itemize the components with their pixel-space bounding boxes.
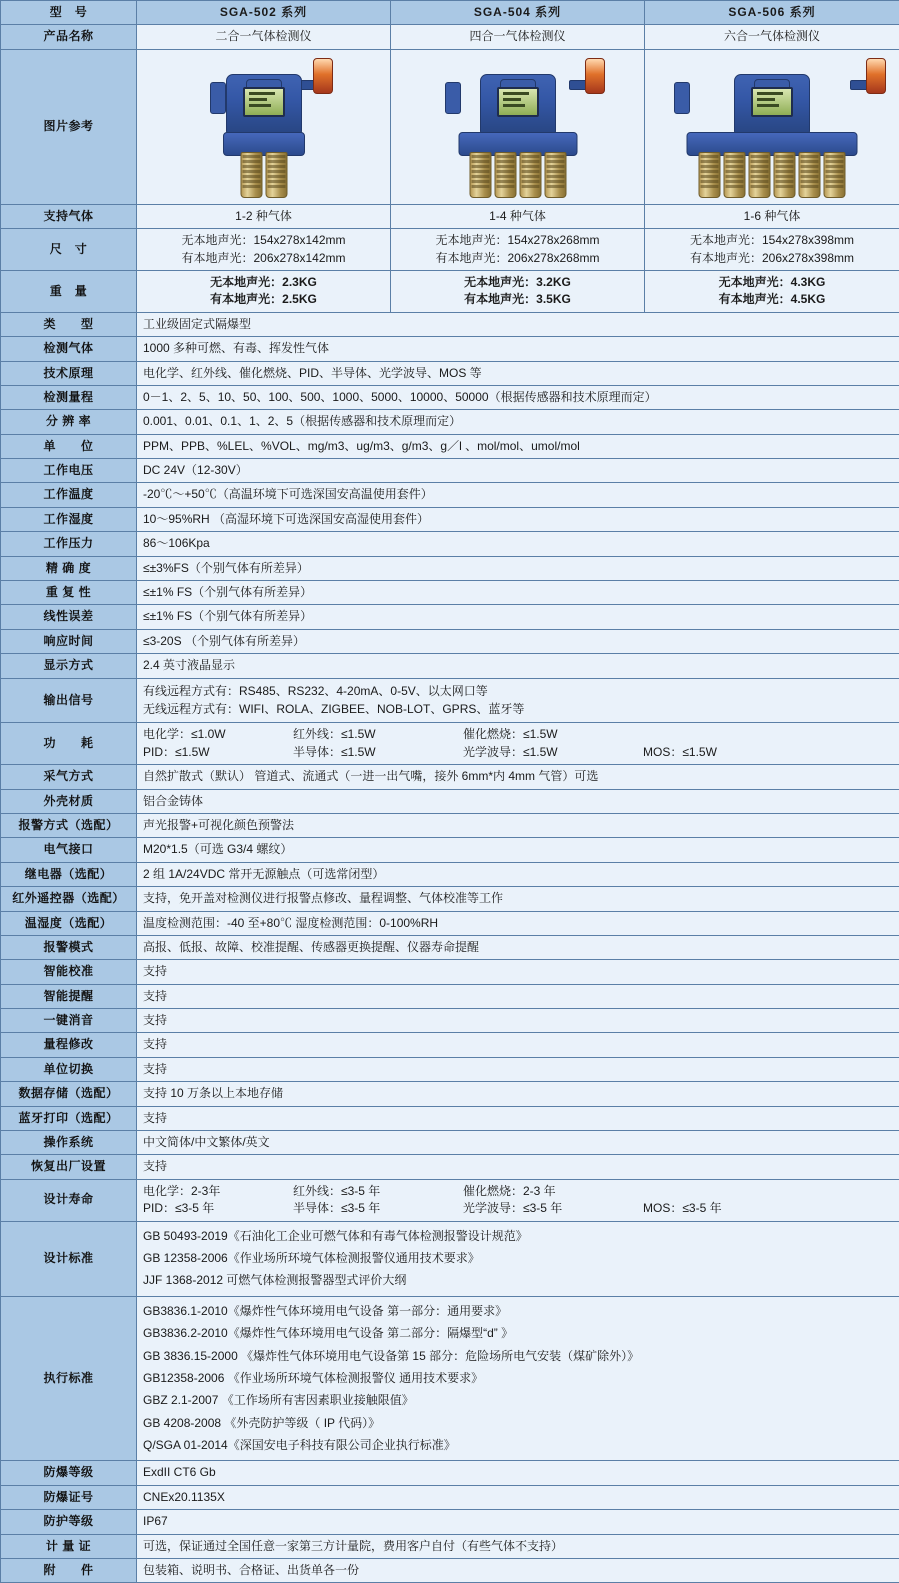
row-label-smart-reminder: 智能提醒 — [1, 984, 137, 1008]
table-row-shell — [1, 789, 899, 813]
power-item-1-3: 催化燃烧：≤1.5W — [463, 726, 643, 743]
weight-502-line1: 无本地声光：2.3KG — [143, 274, 384, 291]
table-row-range-modify — [1, 1033, 899, 1057]
alarm-light-icon — [866, 58, 886, 94]
row-value-metering-cert: 可选，保证通过全国任意一家第三方计量院，费用客户自付（有些气体不支持） — [137, 1534, 899, 1558]
table-row-response-time — [1, 629, 899, 653]
row-value-temp-humidity: 温度检测范围：-40 至+80℃ 湿度检测范围：0-100%RH — [137, 911, 899, 935]
table-row-display — [1, 654, 899, 678]
table-row-linear-error — [1, 605, 899, 629]
design-life-item-2-1: PID：≤3-5 年 — [143, 1200, 293, 1217]
design-life-item-1-1: 电化学：2-3年 — [143, 1183, 293, 1200]
size-506-line2: 有本地声光：206x278x398mm — [651, 250, 893, 267]
row-label-category: 类 型 — [1, 312, 137, 336]
sensor-row — [240, 152, 287, 198]
left-mount — [445, 82, 461, 114]
table-row-tech-principle — [1, 361, 899, 385]
row-label-shell: 外壳材质 — [1, 789, 137, 813]
alarm-light-icon — [585, 58, 605, 94]
row-label-bluetooth-print: 蓝牙打印（选配） — [1, 1106, 137, 1130]
table-row-unit — [1, 434, 899, 458]
row-label-accuracy: 精 确 度 — [1, 556, 137, 580]
row-value-response-time: ≤3-20S （个别气体有所差异） — [137, 629, 899, 653]
row-value-factory-reset: 支持 — [137, 1155, 899, 1179]
row-value-ir-remote: 支持，免开盖对检测仪进行报警点修改、量程调整、气体校准等工作 — [137, 887, 899, 911]
exec-standard-line-2: GB3836.2-2010《爆炸性气体环境用电气设备 第二部分：隔爆型“d” 》 — [143, 1323, 893, 1344]
table-row-exec-standard — [1, 1296, 899, 1461]
size-506 — [645, 229, 899, 271]
row-label-size: 尺 寸 — [1, 229, 137, 271]
model-504: SGA-504 系列 — [391, 1, 645, 25]
table-row-ex-cert — [1, 1485, 899, 1509]
row-value-display: 2.4 英寸液晶显示 — [137, 654, 899, 678]
table-row-repeatability — [1, 581, 899, 605]
row-value-work-voltage: DC 24V（12-30V） — [137, 459, 899, 483]
table-row-work-humidity — [1, 507, 899, 531]
row-label-detect-gas: 检测气体 — [1, 337, 137, 361]
row-label-ir-remote: 红外遥控器（选配） — [1, 887, 137, 911]
size-504-line2: 有本地声光：206x278x268mm — [397, 250, 638, 267]
design-life-item-2-4: MOS：≤3-5 年 — [643, 1200, 722, 1217]
row-label-sampling: 采气方式 — [1, 765, 137, 789]
row-value-smart-calibration: 支持 — [137, 960, 899, 984]
gas-sensor — [240, 152, 262, 198]
design-life-item-2-3: 光学波导：≤3-5 年 — [463, 1200, 643, 1217]
gas-sensor — [699, 152, 721, 198]
table-row-detect-gas — [1, 337, 899, 361]
table-row-work-temp — [1, 483, 899, 507]
design-standard-line-2: GB 12358-2006《作业场所环境气体检测报警仪通用技术要求》 — [143, 1248, 893, 1269]
row-value-shell: 铝合金铸体 — [137, 789, 899, 813]
row-label-alarm-mode: 报警模式 — [1, 935, 137, 959]
gas-sensor — [749, 152, 771, 198]
table-row-work-voltage — [1, 459, 899, 483]
row-value-accessories: 包装箱、说明书、合格证、出货单各一份 — [137, 1559, 899, 1583]
table-row-os — [1, 1131, 899, 1155]
row-label-metering-cert: 计 量 证 — [1, 1534, 137, 1558]
row-label-smart-calibration: 智能校准 — [1, 960, 137, 984]
product-image-502 — [137, 49, 391, 204]
row-label-design-standard: 设计标准 — [1, 1221, 137, 1296]
row-value-output-signal — [137, 678, 899, 723]
row-label-image-reference: 图片参考 — [1, 49, 137, 204]
product-image-504 — [391, 49, 645, 204]
output-signal-line-1: 有线远程方式有：RS485、RS232、4-20mA、0-5V、以太网口等 — [143, 683, 893, 700]
row-value-unit: PPM、PPB、%LEL、%VOL、mg/m3、ug/m3、g/m3、g／l 、mol/mol、umol/mol — [137, 434, 899, 458]
gas-sensor — [265, 152, 287, 198]
row-label-accessories: 附 件 — [1, 1559, 137, 1583]
table-row-support-gas — [1, 204, 899, 228]
row-label-power: 功 耗 — [1, 723, 137, 765]
detector-display-screen — [497, 87, 539, 117]
gas-sensor — [544, 152, 566, 198]
table-row-ip-grade — [1, 1510, 899, 1534]
row-label-exec-standard: 执行标准 — [1, 1296, 137, 1461]
table-row-one-key-mute — [1, 1009, 899, 1033]
gas-sensor — [724, 152, 746, 198]
row-label-work-pressure: 工作压力 — [1, 532, 137, 556]
row-label-factory-reset: 恢复出厂设置 — [1, 1155, 137, 1179]
table-row-unit-switch — [1, 1057, 899, 1081]
sensor-row — [469, 152, 566, 198]
row-label-support-gas: 支持气体 — [1, 204, 137, 228]
weight-506-line2: 有本地声光：4.5KG — [651, 291, 893, 308]
table-row-bluetooth-print — [1, 1106, 899, 1130]
size-504 — [391, 229, 645, 271]
row-label-display: 显示方式 — [1, 654, 137, 678]
table-row-design-life — [1, 1179, 899, 1221]
power-item-2-4: MOS：≤1.5W — [643, 744, 717, 761]
exec-standard-line-3: GB 3836.15-2000 《爆炸性气体环境用电气设备第 15 部分：危险场所电气安装（煤矿除外）》 — [143, 1346, 893, 1367]
row-label-detect-range: 检测量程 — [1, 385, 137, 409]
row-value-detect-gas: 1000 多种可燃、有毒、挥发性气体 — [137, 337, 899, 361]
power-item-1-1: 电化学：≤1.0W — [143, 726, 293, 743]
row-value-design-standard — [137, 1221, 899, 1296]
row-label-resolution: 分 辨 率 — [1, 410, 137, 434]
power-item-2-1: PID：≤1.5W — [143, 744, 293, 761]
row-label-unit: 单 位 — [1, 434, 137, 458]
row-value-sampling: 自然扩散式（默认） 管道式、流通式（一进一出气嘴，接外 6mm*内 4mm 气管）可选 — [137, 765, 899, 789]
table-row-accuracy — [1, 556, 899, 580]
table-row-relay — [1, 862, 899, 886]
support-gas-506: 1-6 种气体 — [645, 204, 899, 228]
row-label-electrical-interface: 电气接口 — [1, 838, 137, 862]
weight-502-line2: 有本地声光：2.5KG — [143, 291, 384, 308]
row-value-electrical-interface: M20*1.5（可选 G3/4 螺纹） — [137, 838, 899, 862]
product-name-504: 四合一气体检测仪 — [391, 25, 645, 49]
power-line-1 — [143, 726, 893, 743]
support-gas-502: 1-2 种气体 — [137, 204, 391, 228]
row-value-power — [137, 723, 899, 765]
design-life-item-2-2: 半导体：≤3-5 年 — [293, 1200, 463, 1217]
table-row-data-storage — [1, 1082, 899, 1106]
row-value-detect-range: 0－1、2、5、10、50、100、500、1000、5000、10000、50000（根据传感器和技术原理而定） — [137, 385, 899, 409]
table-row-resolution — [1, 410, 899, 434]
size-506-line1: 无本地声光：154x278x398mm — [651, 232, 893, 249]
gas-sensor — [494, 152, 516, 198]
table-row-design-standard — [1, 1221, 899, 1296]
row-value-repeatability: ≤±1% FS（个别气体有所差异） — [137, 581, 899, 605]
design-life-item-1-2: 红外线：≤3-5 年 — [293, 1183, 463, 1200]
table-row-weight — [1, 270, 899, 312]
weight-502 — [137, 270, 391, 312]
row-value-exec-standard — [137, 1296, 899, 1461]
table-row-work-pressure — [1, 532, 899, 556]
table-row-temp-humidity — [1, 911, 899, 935]
table-row-metering-cert — [1, 1534, 899, 1558]
table-row-smart-calibration — [1, 960, 899, 984]
gas-sensor — [469, 152, 491, 198]
row-label-range-modify: 量程修改 — [1, 1033, 137, 1057]
table-row-size — [1, 229, 899, 271]
product-image-506 — [645, 49, 899, 204]
detector-display-screen — [751, 87, 793, 117]
row-value-alarm-way: 声光报警+可视化颜色预警法 — [137, 813, 899, 837]
row-value-data-storage: 支持 10 万条以上本地存储 — [137, 1082, 899, 1106]
design-life-line-2 — [143, 1200, 893, 1217]
product-name-506: 六合一气体检测仪 — [645, 25, 899, 49]
detector-body — [734, 74, 810, 138]
exec-standard-line-6: GB 4208-2008 《外壳防护等级（ IP 代码）》 — [143, 1413, 893, 1434]
row-label-ex-grade: 防爆等级 — [1, 1461, 137, 1485]
table-row-detect-range — [1, 385, 899, 409]
row-value-ex-grade: ExdII CT6 Gb — [137, 1461, 899, 1485]
design-standard-line-3: JJF 1368-2012 可燃气体检测报警器型式评价大纲 — [143, 1270, 893, 1291]
size-502 — [137, 229, 391, 271]
power-line-2 — [143, 744, 893, 761]
row-value-ex-cert: CNEx20.1135X — [137, 1485, 899, 1509]
gas-sensor — [799, 152, 821, 198]
size-502-line2: 有本地声光：206x278x142mm — [143, 250, 384, 267]
weight-504 — [391, 270, 645, 312]
table-row-alarm-way — [1, 813, 899, 837]
size-502-line1: 无本地声光：154x278x142mm — [143, 232, 384, 249]
table-row-factory-reset — [1, 1155, 899, 1179]
detector-display-screen — [243, 87, 285, 117]
row-value-alarm-mode: 高报、低报、故障、校准提醒、传感器更换提醒、仪器寿命提醒 — [137, 935, 899, 959]
exec-standard-line-1: GB3836.1-2010《爆炸性气体环境用电气设备 第一部分：通用要求》 — [143, 1301, 893, 1322]
weight-504-line1: 无本地声光：3.2KG — [397, 274, 638, 291]
row-value-design-life — [137, 1179, 899, 1221]
row-label-weight: 重 量 — [1, 270, 137, 312]
row-value-relay: 2 组 1A/24VDC 常开无源触点（可选常闭型） — [137, 862, 899, 886]
row-label-temp-humidity: 温湿度（选配） — [1, 911, 137, 935]
table-row-ex-grade — [1, 1461, 899, 1485]
row-label-product-name: 产品名称 — [1, 25, 137, 49]
weight-504-line2: 有本地声光：3.5KG — [397, 291, 638, 308]
row-label-os: 操作系统 — [1, 1131, 137, 1155]
row-value-work-temp: -20℃～+50℃（高温环境下可选深国安高温使用套件） — [137, 483, 899, 507]
row-value-smart-reminder: 支持 — [137, 984, 899, 1008]
row-value-one-key-mute: 支持 — [137, 1009, 899, 1033]
row-label-work-temp: 工作温度 — [1, 483, 137, 507]
row-value-work-humidity: 10～95%RH （高湿环境下可选深国安高湿使用套件） — [137, 507, 899, 531]
gas-sensor — [774, 152, 796, 198]
output-signal-line-2: 无线远程方式有：WIFI、ROLA、ZIGBEE、NOB-LOT、GPRS、蓝牙等 — [143, 701, 893, 718]
left-mount — [210, 82, 226, 114]
exec-standard-line-4: GB12358-2006 《作业场所环境气体检测报警仪 通用技术要求》 — [143, 1368, 893, 1389]
table-row-smart-reminder — [1, 984, 899, 1008]
row-label-ip-grade: 防护等级 — [1, 1510, 137, 1534]
gas-sensor — [824, 152, 846, 198]
design-standard-line-1: GB 50493-2019《石油化工企业可燃气体和有毒气体检测报警设计规范》 — [143, 1226, 893, 1247]
row-value-bluetooth-print: 支持 — [137, 1106, 899, 1130]
row-value-ip-grade: IP67 — [137, 1510, 899, 1534]
size-504-line1: 无本地声光：154x278x268mm — [397, 232, 638, 249]
row-label-design-life: 设计寿命 — [1, 1179, 137, 1221]
power-item-1-2: 红外线：≤1.5W — [293, 726, 463, 743]
design-life-line-1 — [143, 1183, 893, 1200]
model-506: SGA-506 系列 — [645, 1, 899, 25]
design-life-item-1-3: 催化燃烧：2-3 年 — [463, 1183, 643, 1200]
weight-506 — [645, 270, 899, 312]
row-label-unit-switch: 单位切换 — [1, 1057, 137, 1081]
table-row-model — [1, 1, 899, 25]
row-label-work-humidity: 工作湿度 — [1, 507, 137, 531]
alarm-light-icon — [313, 58, 333, 94]
product-name-502: 二合一气体检测仪 — [137, 25, 391, 49]
weight-506-line1: 无本地声光：4.3KG — [651, 274, 893, 291]
table-row-image-reference — [1, 49, 899, 204]
row-value-linear-error: ≤±1% FS（个别气体有所差异） — [137, 605, 899, 629]
row-label-data-storage: 数据存储（选配） — [1, 1082, 137, 1106]
row-label-linear-error: 线性误差 — [1, 605, 137, 629]
detector-body — [480, 74, 556, 138]
power-item-2-2: 半导体：≤1.5W — [293, 744, 463, 761]
row-value-resolution: 0.001、0.01、0.1、1、2、5（根据传感器和技术原理而定） — [137, 410, 899, 434]
table-row-alarm-mode — [1, 935, 899, 959]
row-label-output-signal: 输出信号 — [1, 678, 137, 723]
support-gas-504: 1-4 种气体 — [391, 204, 645, 228]
table-row-sampling — [1, 765, 899, 789]
row-label-one-key-mute: 一键消音 — [1, 1009, 137, 1033]
model-502: SGA-502 系列 — [137, 1, 391, 25]
row-value-accuracy: ≤±3%FS（个别气体有所差异） — [137, 556, 899, 580]
table-row-accessories — [1, 1559, 899, 1583]
row-label-relay: 继电器（选配） — [1, 862, 137, 886]
table-row-ir-remote — [1, 887, 899, 911]
left-mount — [674, 82, 690, 114]
row-value-tech-principle: 电化学、红外线、催化燃烧、PID、半导体、光学波导、MOS 等 — [137, 361, 899, 385]
table-row-electrical-interface — [1, 838, 899, 862]
row-label-model: 型 号 — [1, 1, 137, 25]
table-row-power — [1, 723, 899, 765]
row-value-os: 中文简体/中文繁体/英文 — [137, 1131, 899, 1155]
row-value-unit-switch: 支持 — [137, 1057, 899, 1081]
row-label-tech-principle: 技术原理 — [1, 361, 137, 385]
exec-standard-line-7: Q/SGA 01-2014《深国安电子科技有限公司企业执行标准》 — [143, 1435, 893, 1456]
row-value-range-modify: 支持 — [137, 1033, 899, 1057]
detector-body — [226, 74, 302, 138]
exec-standard-line-5: GBZ 2.1-2007 《工作场所有害因素职业接触限值》 — [143, 1390, 893, 1411]
table-row-category — [1, 312, 899, 336]
row-label-repeatability: 重 复 性 — [1, 581, 137, 605]
row-label-response-time: 响应时间 — [1, 629, 137, 653]
row-label-ex-cert: 防爆证号 — [1, 1485, 137, 1509]
row-value-category: 工业级固定式隔爆型 — [137, 312, 899, 336]
gas-sensor — [519, 152, 541, 198]
row-label-work-voltage: 工作电压 — [1, 459, 137, 483]
row-value-work-pressure: 86～106Kpa — [137, 532, 899, 556]
row-label-alarm-way: 报警方式（选配） — [1, 813, 137, 837]
power-item-2-3: 光学波导：≤1.5W — [463, 744, 643, 761]
table-row-output-signal — [1, 678, 899, 723]
sensor-row — [699, 152, 846, 198]
table-row-product-name — [1, 25, 899, 49]
